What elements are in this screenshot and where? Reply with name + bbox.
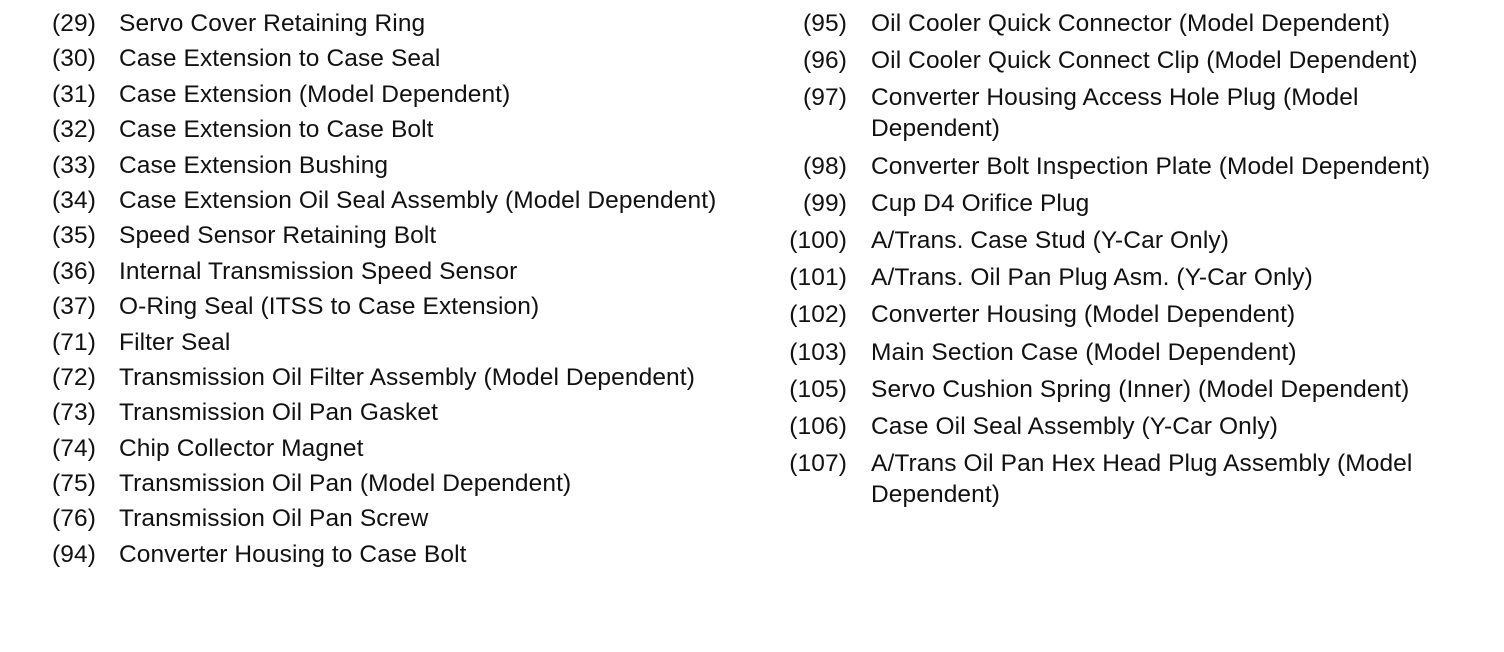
legend-item: [46, 397, 736, 428]
legend-item: [780, 337, 1480, 368]
item-number: (107): [789, 450, 847, 478]
item-description: Servo Cushion Spring (Inner) (Model Dependent): [871, 375, 1410, 403]
legend-item: [780, 151, 1480, 182]
item-description: Case Extension to Case Bolt: [119, 116, 434, 144]
item-number: (106): [789, 412, 847, 440]
item-number: (95): [803, 10, 847, 37]
item-description: A/Trans. Oil Pan Plug Asm. (Y-Car Only): [871, 264, 1313, 292]
item-description: Oil Cooler Quick Connector (Model Dependent): [871, 10, 1391, 37]
item-description: Case Oil Seal Assembly (Y-Car Only): [871, 412, 1278, 440]
item-number: (31): [52, 80, 96, 108]
item-number: (32): [52, 116, 96, 144]
item-description: Transmission Oil Filter Assembly (Model Dependent): [119, 363, 695, 391]
legend-item: [780, 374, 1480, 405]
legend-item: [780, 8, 1480, 39]
item-number: (30): [52, 45, 96, 73]
legend-item: [780, 45, 1480, 76]
item-number: (29): [52, 10, 96, 37]
item-number: (94): [52, 540, 96, 568]
item-description: Oil Cooler Quick Connect Clip (Model Dependent): [871, 47, 1418, 75]
item-description: Converter Housing Access Hole Plug (Model Dependent): [871, 84, 1359, 143]
legend-item: [46, 503, 736, 534]
legend-item: [780, 188, 1480, 219]
item-number: (103): [789, 338, 847, 366]
legend-item: [46, 433, 736, 464]
item-number: (71): [52, 328, 96, 356]
item-description: Speed Sensor Retaining Bolt: [119, 222, 437, 250]
legend-item: [46, 114, 736, 145]
item-number: (73): [52, 399, 96, 427]
item-description: Case Extension (Model Dependent): [119, 80, 511, 108]
legend-item: [780, 299, 1480, 330]
item-number: (99): [803, 189, 847, 217]
item-description: Converter Housing (Model Dependent): [871, 301, 1296, 329]
legend-item: [46, 256, 736, 287]
item-description: Cup D4 Orifice Plug: [871, 189, 1090, 217]
parts-legend-right-column: [780, 8, 1480, 516]
legend-item: [46, 468, 736, 499]
legend-item: [780, 411, 1480, 442]
item-number: (35): [52, 222, 96, 250]
item-number: (36): [52, 257, 96, 285]
item-description: Chip Collector Magnet: [119, 434, 364, 462]
legend-item: [780, 225, 1480, 256]
item-description: Servo Cover Retaining Ring: [119, 10, 426, 37]
legend-item: [46, 539, 736, 570]
item-description: Converter Housing to Case Bolt: [119, 540, 467, 568]
item-description: Transmission Oil Pan Screw: [119, 505, 429, 533]
item-number: (33): [52, 151, 96, 179]
item-number: (100): [789, 226, 847, 254]
item-description: Case Extension Oil Seal Assembly (Model Dependent): [119, 186, 717, 214]
item-description: Case Extension Bushing: [119, 151, 389, 179]
item-number: (105): [789, 375, 847, 403]
item-description: Case Extension to Case Seal: [119, 45, 441, 73]
item-number: (97): [803, 84, 847, 112]
legend-item: [780, 448, 1480, 510]
legend-item: [46, 43, 736, 74]
legend-item: [46, 291, 736, 322]
legend-item: [46, 327, 736, 358]
item-number: (37): [52, 293, 96, 321]
item-description: Transmission Oil Pan (Model Dependent): [119, 470, 572, 498]
legend-item: [780, 82, 1480, 144]
item-description: Transmission Oil Pan Gasket: [119, 399, 439, 427]
item-number: (96): [803, 47, 847, 75]
legend-item: [46, 220, 736, 251]
item-description: Converter Bolt Inspection Plate (Model Dependent): [871, 152, 1431, 180]
item-number: (75): [52, 470, 96, 498]
legend-item: [46, 362, 736, 393]
item-number: (74): [52, 434, 96, 462]
item-description: A/Trans. Case Stud (Y-Car Only): [871, 226, 1230, 254]
item-description: Main Section Case (Model Dependent): [871, 338, 1297, 366]
item-description: Filter Seal: [119, 328, 231, 356]
legend-item: [46, 79, 736, 110]
legend-item: [46, 150, 736, 181]
item-number: (72): [52, 363, 96, 391]
parts-legend-left-column: [46, 8, 736, 574]
item-number: (101): [789, 264, 847, 292]
legend-item: [780, 262, 1480, 293]
item-number: (98): [803, 152, 847, 180]
item-description: O-Ring Seal (ITSS to Case Extension): [119, 293, 540, 321]
item-number: (76): [52, 505, 96, 533]
item-number: (102): [789, 301, 847, 329]
item-description: A/Trans Oil Pan Hex Head Plug Assembly (Model Dependent): [871, 450, 1413, 509]
item-number: (34): [52, 186, 96, 214]
item-description: Internal Transmission Speed Sensor: [119, 257, 518, 285]
legend-item: [46, 8, 736, 39]
legend-item: [46, 185, 736, 216]
